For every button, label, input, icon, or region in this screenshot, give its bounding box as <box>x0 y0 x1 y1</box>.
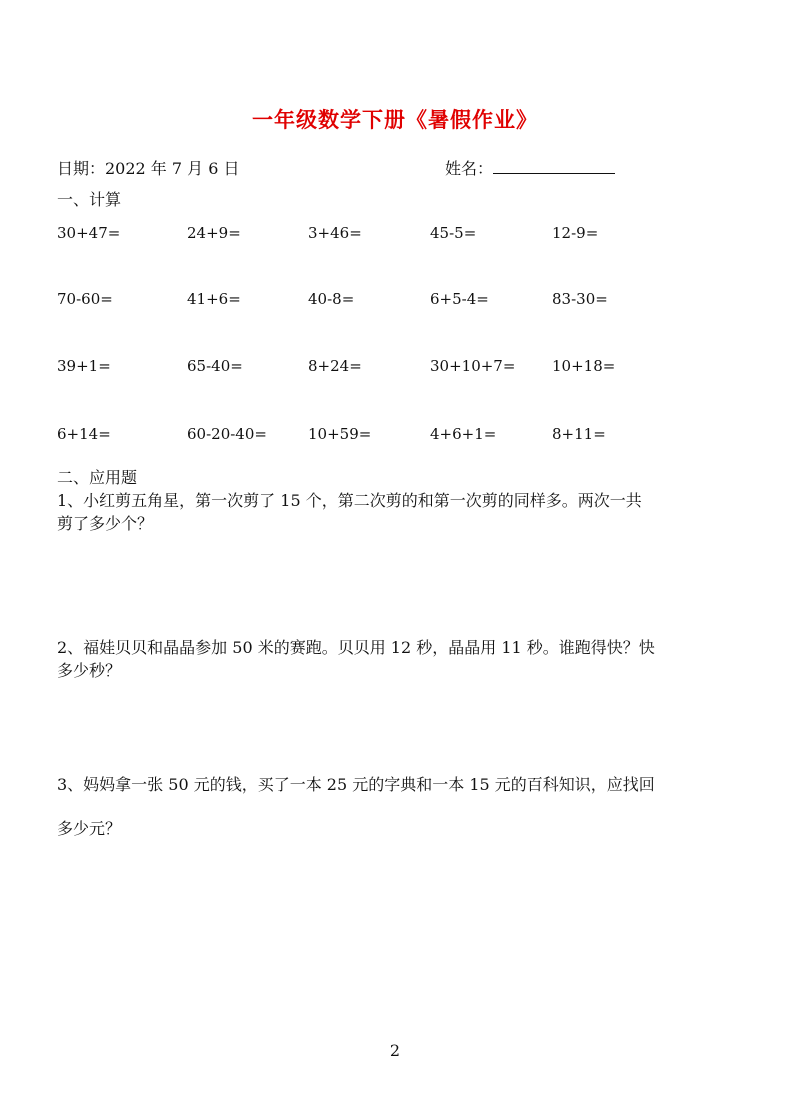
problem-1-line-2: 剪了多少个？ <box>57 514 154 533</box>
problem-3-line-1: 3、妈妈拿一张 50 元的钱，买了一本 25 元的字典和一本 15 元的百科知识，应找回 <box>57 775 655 794</box>
calc-item: 30+10+7= <box>430 357 516 375</box>
section-word-problems-heading: 二、应用题 <box>57 468 138 487</box>
calc-item: 41+6= <box>187 290 241 308</box>
calc-item: 65-40= <box>187 357 243 375</box>
problem-2-line-2: 多少秒？ <box>57 661 122 680</box>
calc-item: 8+24= <box>308 357 362 375</box>
calc-item: 39+1= <box>57 357 111 375</box>
calc-item: 6+5-4= <box>430 290 489 308</box>
calc-item: 10+18= <box>552 357 616 375</box>
calc-item: 30+47= <box>57 224 121 242</box>
name-blank-line <box>493 159 615 174</box>
calc-item: 40-8= <box>308 290 355 308</box>
calc-item: 4+6+1= <box>430 425 497 443</box>
calc-item: 45-5= <box>430 224 477 242</box>
name-field <box>445 159 615 179</box>
calc-item: 70-60= <box>57 290 113 308</box>
calc-item: 83-30= <box>552 290 608 308</box>
calc-item: 12-9= <box>552 224 599 242</box>
calc-item: 6+14= <box>57 425 111 443</box>
date-label: 日期：2022 年 7 月 6 日 <box>57 159 240 178</box>
problem-3-line-2: 多少元？ <box>57 819 122 838</box>
page-number: 2 <box>389 1041 401 1060</box>
calc-item: 8+11= <box>552 425 606 443</box>
calc-item: 24+9= <box>187 224 241 242</box>
calc-item: 10+59= <box>308 425 372 443</box>
calc-item: 3+46= <box>308 224 362 242</box>
calc-item: 60-20-40= <box>187 425 267 443</box>
name-label: 姓名： <box>445 159 494 178</box>
page-title: 一年级数学下册《暑假作业》 <box>252 108 538 132</box>
section-calc-heading: 一、计算 <box>57 190 122 209</box>
problem-2-line-1: 2、福娃贝贝和晶晶参加 50 米的赛跑。贝贝用 12 秒，晶晶用 11 秒。谁跑得快？快 <box>57 638 655 657</box>
problem-1-line-1: 1、小红剪五角星，第一次剪了 15 个，第二次剪的和第一次剪的同样多。两次一共 <box>57 491 642 510</box>
